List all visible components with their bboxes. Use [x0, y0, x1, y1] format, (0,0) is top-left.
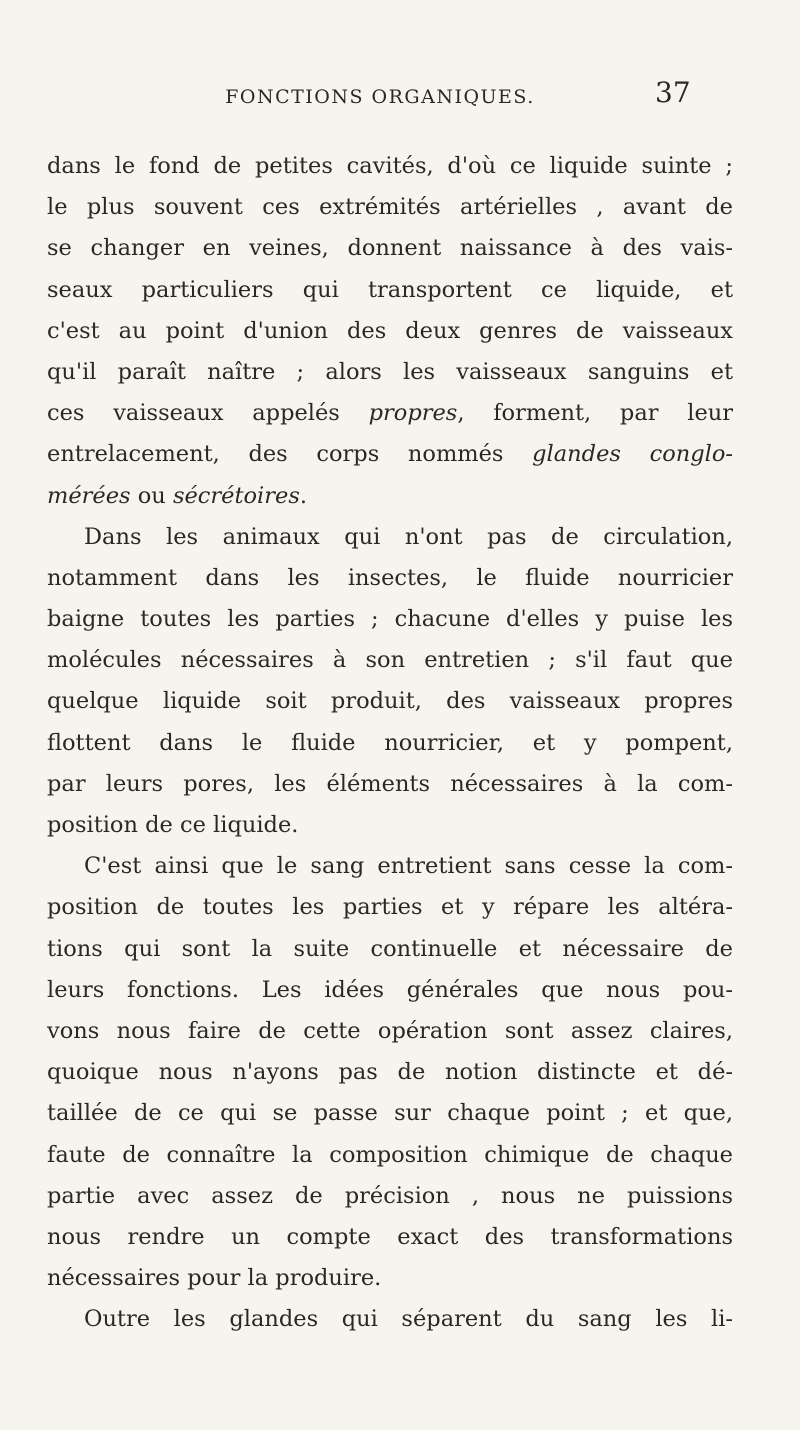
text-line: taillée de ce qui se passe sur chaque point ; et que,: [47, 1100, 733, 1127]
text-line: qu'il paraît naître ; alors les vaisseaux sanguins et: [47, 358, 733, 385]
text-line: le plus souvent ces extrémités artérielles , avant de: [47, 194, 733, 221]
text-line: [47, 393, 733, 434]
text-line: [47, 476, 733, 517]
line-text: .: [299, 482, 308, 509]
text-line: vons nous faire de cette opération sont assez claires,: [47, 1017, 733, 1044]
text-line: notamment dans les insectes, le fluide nourricier: [47, 564, 733, 591]
text-line: par leurs pores, les éléments nécessaires à la com-: [47, 770, 733, 797]
text-line: c'est au point d'union des deux genres de vaisseaux: [47, 317, 733, 344]
text-line: C'est ainsi que le sang entretient sans cesse la com-: [84, 853, 733, 880]
line-text: ces vaisseaux appelés: [47, 400, 369, 427]
running-head: FONCTIONS ORGANIQUES.: [225, 86, 535, 108]
text-line: nous rendre un compte exact des transformations: [47, 1223, 733, 1250]
text-line: flottent dans le fluide nourricier, et y pompent,: [47, 729, 733, 756]
page-number: 37: [655, 76, 691, 109]
body-text: [47, 146, 733, 1340]
text-line: dans le fond de petites cavités, d'où ce liquide suinte ;: [47, 153, 733, 179]
text-line: quelque liquide soit produit, des vaisseaux propres: [47, 688, 733, 715]
text-line: baigne toutes les parties ; chacune d'elles y puise les: [47, 606, 733, 633]
text-line: quoique nous n'ayons pas de notion distincte et dé-: [47, 1059, 733, 1086]
line-text: , forment, par leur: [457, 400, 734, 427]
line-text: entrelacement, des corps nommés: [47, 441, 533, 468]
text-line: tions qui sont la suite continuelle et nécessaire de: [47, 935, 733, 962]
text-line: position de toutes les parties et y répare les altéra-: [47, 894, 733, 921]
text-line: position de ce liquide.: [47, 812, 299, 838]
text-line: nécessaires pour la produire.: [47, 1265, 382, 1292]
italic-term: sécrétoires: [172, 482, 300, 509]
text-line: molécules nécessaires à son entretien ; s'il faut que: [47, 647, 733, 674]
line-text: ou: [130, 482, 173, 509]
text-line: Outre les glandes qui séparent du sang les li-: [84, 1306, 733, 1333]
text-line: faute de connaître la composition chimique de chaque: [47, 1141, 733, 1168]
italic-term: mérées: [47, 482, 131, 509]
text-line: [47, 434, 733, 475]
text-line: leurs fonctions. Les idées générales que nous pou-: [47, 976, 733, 1003]
text-line: partie avec assez de précision , nous ne puissions: [47, 1182, 733, 1209]
italic-term: propres: [368, 400, 458, 427]
text-line: se changer en veines, donnent naissance à des vais-: [47, 235, 733, 262]
text-line: seaux particuliers qui transportent ce liquide, et: [47, 276, 733, 303]
text-line: Dans les animaux qui n'ont pas de circulation,: [84, 523, 733, 550]
italic-term: glandes conglo-: [532, 441, 733, 468]
